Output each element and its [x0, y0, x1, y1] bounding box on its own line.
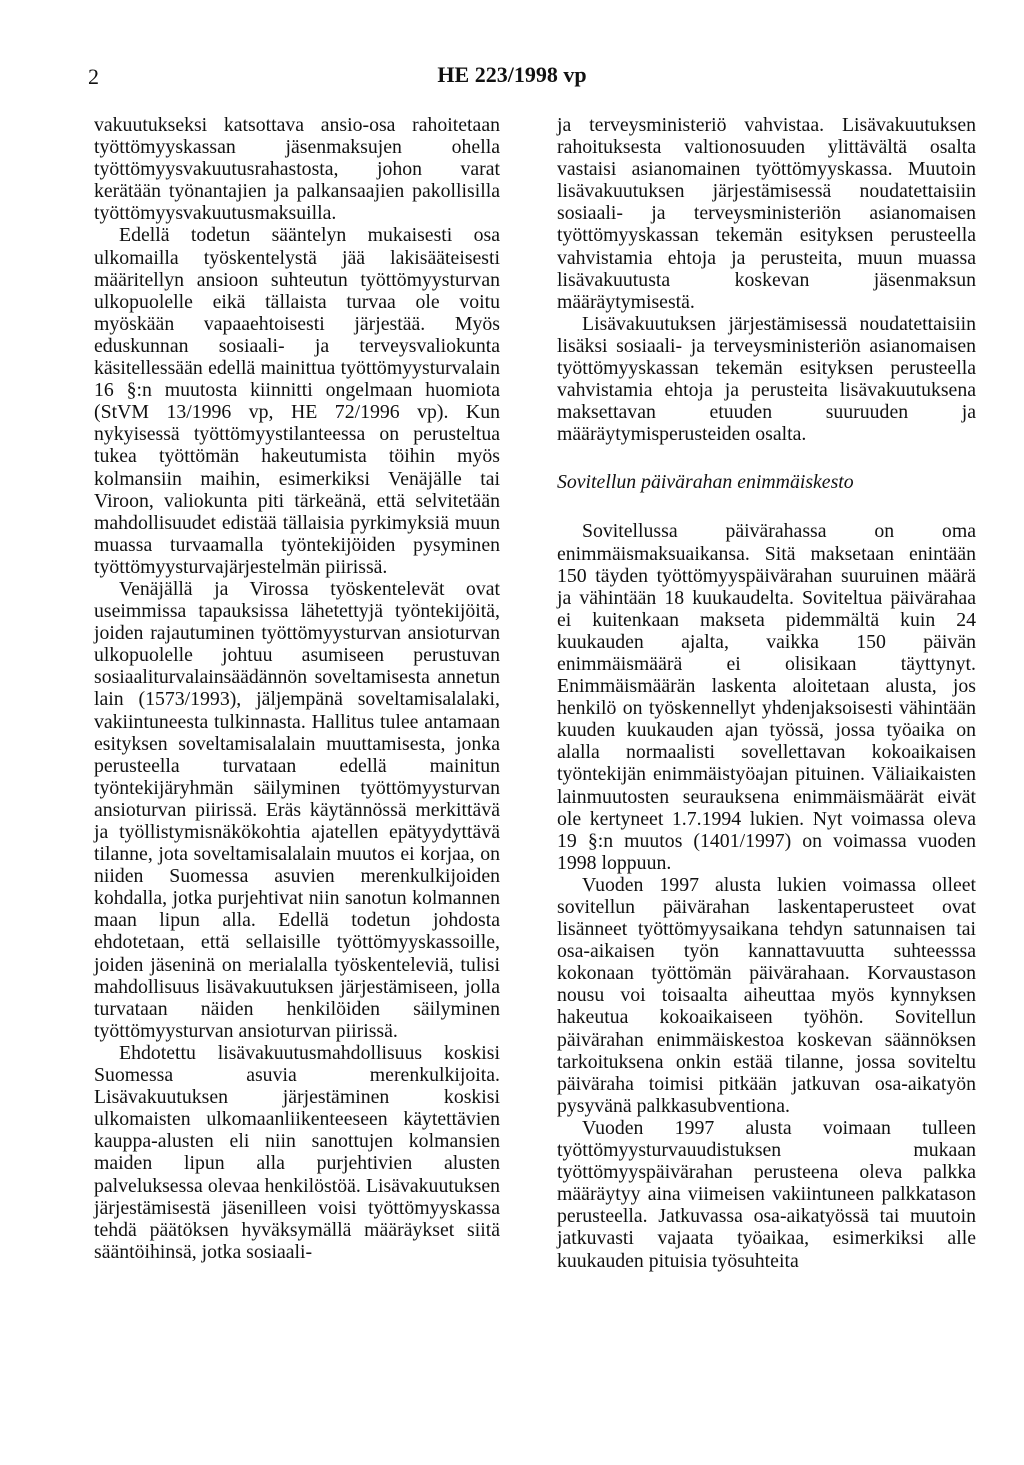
paragraph: Vuoden 1997 alusta voimaan tulleen työttömyysturvauudistuksen mukaan työttömyyspäivärahan perusteena oleva palkka määräytyy aina viimeisen vakiintuneen palkkatason perusteella. Jatkuvassa osa-aikatyössä tai muutoin jatkuvasti vajaata työaikaa, esimerkiksi alle kuukauden pituisia työsuhteita	[557, 1116, 976, 1272]
paragraph: vakuutukseksi katsottava ansio-osa rahoitetaan työttömyyskassan jäsenmaksujen ohella työttömyysvakuutusrahastosta, johon varat kerätään työnantajien ja palkansaajien pakollisilla työttömyysvakuutusmaksuilla.	[94, 114, 500, 225]
paragraph: Venäjällä ja Virossa työskentelevät ovat useimmissa tapauksissa lähetettyjä työntekijöitä, joiden rajautuminen työttömyysturvan ansioturvan ulkopuolelle johtuu asumiseen perustuvan sosiaaliturvalainsäädännön soveltamisesta annetun lain (1573/1993), jäljempänä soveltamisalalaki, vakiintuneesta tulkinnasta. Hallitus tulee antamaan esityksen soveltamisalalain muuttamisesta, jonka perusteella turvataan edellä mainitun työntekijäryhmän säilyminen työttömyysturvan ansioturvan piirissä. Eräs käytännössä merkittävä ja työllistymisnäkökohtia ajatellen epätyydyttävä tilanne, jota soveltamisalalain muutos ei korjaa, on niiden Suomessa asuvien merenkulkijoiden kohdalla, jotka purjehtivat niin sanotun kolmannen maan lipun alla. Edellä todetun johdosta ehdotetaan, että sellaisille työttömyyskassoille, joiden jäseninä on merialalla työskenteleviä, tulisi mahdollisuus lisävakuutuksen järjestämiseen, jolla turvataan näiden henkilöiden säilyminen työttömyysturvan ansioturvan piirissä.	[94, 577, 500, 1042]
left-text-column	[94, 114, 500, 1263]
page-number: 2	[88, 64, 99, 89]
paragraph: Ehdotettu lisävakuutusmahdollisuus koskisi Suomessa asuvia merenkulkijoita. Lisävakuutuksen järjestäminen koskisi ulkomaisten ulkomaanliikenteeseen käytettävien kauppa-alusten eli niin sanottujen kolmansien maiden lipun alla purjehtivien alusten palveluksessa olevaa henkilöstöä. Lisävakuutuksen järjestämisestä jäsenilleen voisi työttömyyskassa tehdä päätöksen hyväksymällä määräykset siitä sääntöihinsä, jotka sosiaali-	[94, 1041, 500, 1263]
document-id-header: HE 223/1998 vp	[437, 62, 587, 87]
right-text-column	[557, 114, 976, 1272]
paragraph: Lisävakuutuksen järjestämisessä noudatettaisiin lisäksi sosiaali- ja terveysministeriön asianomaisen työttömyyskassan tekemän esityksen perusteella vahvistamia ehtoja ja perusteita lisävakuutuksena maksettavan etuuden suuruuden ja määräytymisperusteiden osalta.	[557, 312, 976, 446]
paragraph: Sovitellussa päivärahassa on oma enimmäismaksuaikansa. Sitä maksetaan enintään 150 täyden työttömyyspäivärahan suuruinen määrä ja vähintään 18 kuukaudelta. Soviteltua päivärahaa ei kuitenkaan makseta pidemmältä kuin 24 kuukauden ajalta, vaikka 150 päivän enimmäismäärä ei olisikaan täyttynyt. Enimmäismäärän laskenta aloitetaan alusta, jos henkilö on työskennellyt yhdenjaksoisesti vähintään kuuden kuukauden ajan työssä, jossa työaika on alalla normaalisti sovellettavan kokoaikaisen työntekijän enimmäistyöajan pituinen. Väliaikaisten lainmuutosten seurauksena enimmäismäärät eivät ole kertyneet 1.7.1994 lukien. Nyt voimassa oleva 19 §:n muutos (1401/1997) on voimassa vuoden 1998 loppuun.	[557, 520, 976, 874]
paragraph: Vuoden 1997 alusta lukien voimassa olleet sovitellun päivärahan laskentaperusteet ovat lisänneet työttömyysaikana tehdyn satunnaisen tai osa-aikaisen työn kannattavuutta suhteesssa kokonaan työttömän päivärahaan. Korvaustason nousu voi toisaalta aiheuttaa myös kynnyksen hakeutua kokoaikaiseen työhön. Sovitellun päivärahan enimmäiskestoa koskevan säännöksen tarkoituksena onkin estää tilanne, jossa soviteltu päiväraha toimisi pitkään jatkuvan osa-aikatyön pysyvänä palkkasubventiona.	[557, 873, 976, 1117]
section-heading: Sovitellun päivärahan enimmäiskesto	[557, 471, 854, 494]
paragraph: ja terveysministeriö vahvistaa. Lisävakuutuksen rahoituksesta valtionosuuden ylittävältä osalta vastaisi asianomainen työttömyyskassa. Muutoin lisävakuutuksen järjestämisessä noudatettaisiin sosiaali- ja terveysministeriön asianomaisen työttömyyskassan tekemän esityksen perusteella vahvistamia ehtoja ja perusteita, muun muassa lisävakuutusta koskevan jäsenmaksun määräytymisestä.	[557, 114, 976, 313]
paragraph: Edellä todetun sääntelyn mukaisesti osa ulkomailla työskentelystä jää lakisääteisesti määritellyn ansioon suhteutun työttömyysturvan ulkopuolelle eikä tällaista turvaa ole voitu myöskään vapaaehtoisesti järjestää. Myös eduskunnan sosiaali- ja terveysvaliokunta käsitellessään edellä mainittua työttömyysturvalain 16 §:n muutosta kiinnitti ongelmaan huomiota (StVM 13/1996 vp, HE 72/1996 vp). Kun nykyisessä työttömyystilanteessa on perusteltua tukea työttömän hakeutumista töihin myös kolmansiin maihin, esimerkiksi Venäjälle tai Viroon, valiokunta piti tärkeänä, että selvitetään mahdollisuudet edistää tällaisia pyrkimyksiä muun muassa turvaamalla työntekijöiden pysyminen työttömyysturvajärjestelmän piirissä.	[94, 224, 500, 578]
